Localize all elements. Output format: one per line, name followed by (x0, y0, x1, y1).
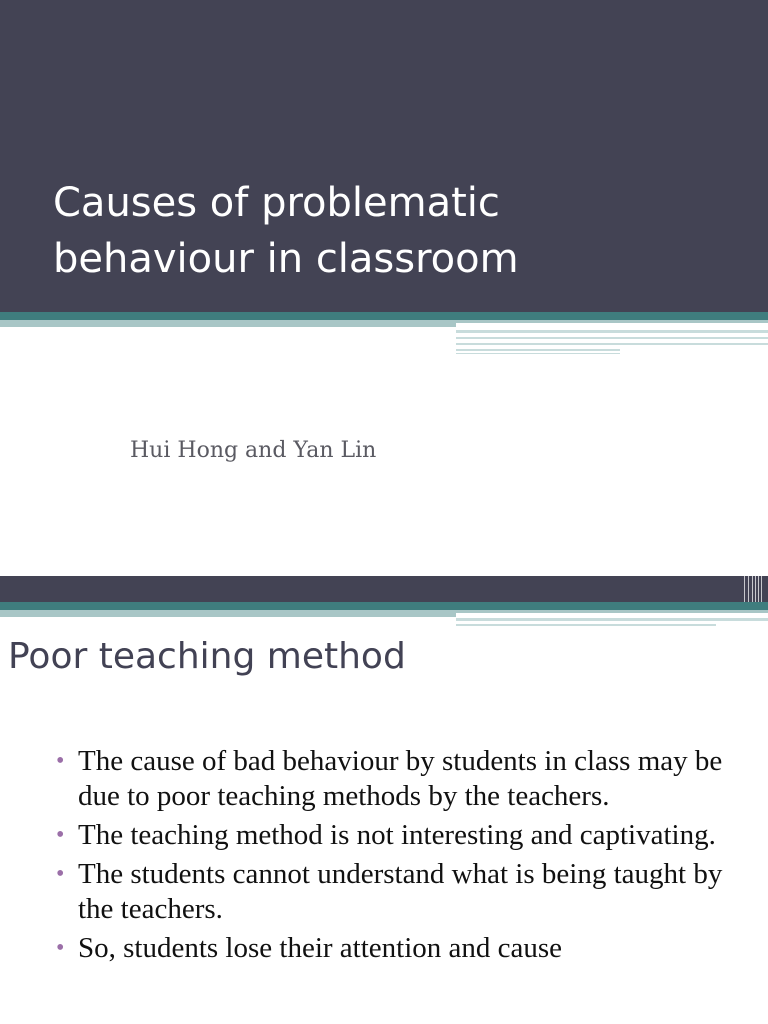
list-item (56, 857, 746, 927)
title-slide-header (0, 0, 768, 312)
bullet-icon: • (56, 822, 65, 848)
header-stripe-4 (456, 349, 620, 351)
header-stripe-5 (456, 353, 620, 354)
header-stripe-2 (456, 337, 768, 339)
list-item (56, 818, 746, 853)
bullet-icon: • (56, 748, 65, 774)
header-vertical-lines (742, 576, 766, 624)
header-band-teal (0, 312, 768, 320)
header-stripe-1 (456, 330, 768, 333)
slide-title-line-2: behaviour in classroom (53, 236, 519, 282)
bullet-icon: • (56, 935, 65, 961)
content-band-teal (0, 602, 768, 610)
header-stripe-3 (456, 343, 768, 345)
slide-title (53, 175, 733, 287)
list-item (56, 931, 746, 966)
content-band-light (0, 610, 456, 617)
bullet-list (56, 744, 746, 970)
list-item (56, 744, 746, 814)
content-stripe-1 (456, 618, 768, 621)
header-band-light (0, 320, 456, 327)
content-slide (0, 576, 768, 1024)
slide-subtitle: Hui Hong and Yan Lin (130, 438, 377, 463)
content-stripe-2 (456, 624, 716, 626)
content-slide-header (0, 576, 768, 602)
bullet-text: The teaching method is not interesting and captivating. (78, 819, 716, 851)
bullet-icon: • (56, 861, 65, 887)
bullet-text: So, students lose their attention and cause (78, 932, 563, 964)
header-band-light-right (456, 320, 768, 323)
content-slide-title: Poor teaching method (8, 636, 406, 677)
content-band-light-right (456, 610, 768, 613)
slide-title-line-1: Causes of problematic (53, 180, 500, 226)
bullet-text: The students cannot understand what is being taught by the teachers. (78, 858, 723, 925)
bullet-text: The cause of bad behaviour by students in class may be due to poor teaching methods by the teachers. (78, 745, 723, 812)
